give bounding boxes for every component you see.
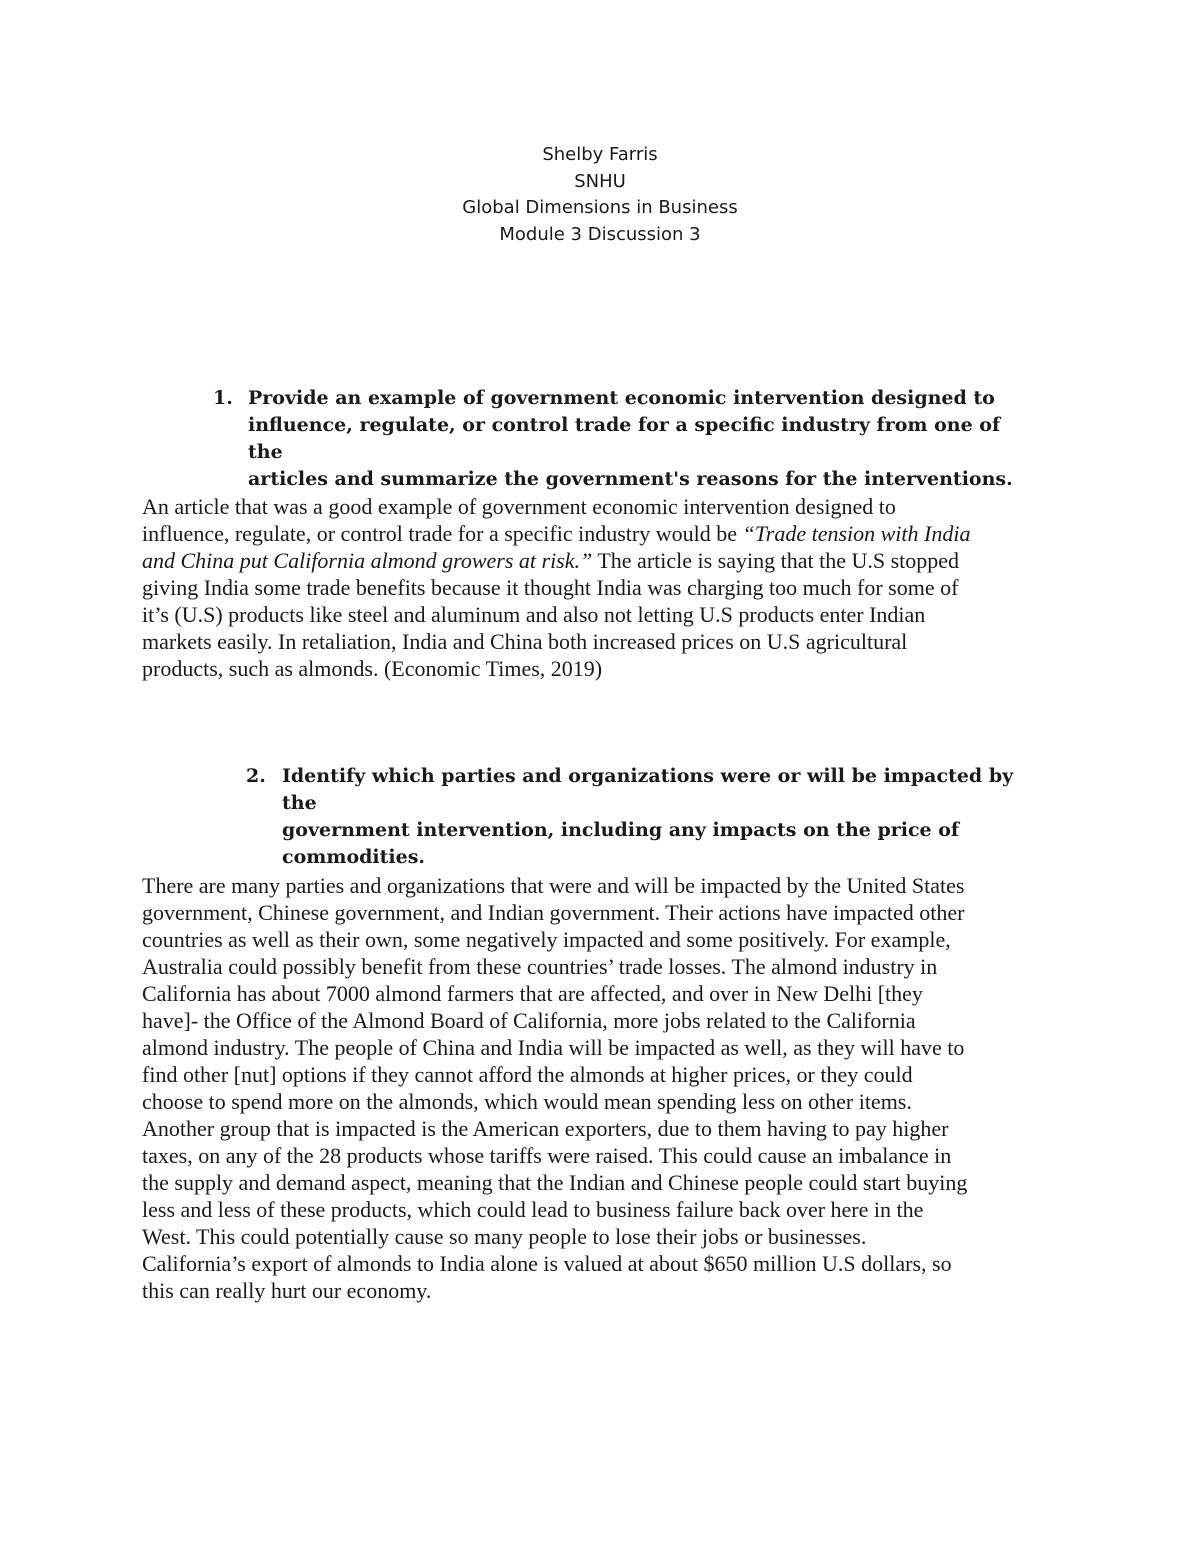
answer-2-line: government, Chinese government, and Indian government. Their actions have impacted other bbox=[142, 900, 965, 925]
answer-1-text: The article is saying that the U.S stopped bbox=[592, 548, 960, 573]
answer-1-text: influence, regulate, or control trade for a specific industry would be bbox=[142, 521, 743, 546]
answer-2-line: countries as well as their own, some negatively impacted and some positively. For example, bbox=[142, 927, 951, 952]
answer-2-line: have]- the Office of the Almond Board of California, more jobs related to the California bbox=[142, 1008, 916, 1033]
question-2-line: Identify which parties and organizations were or will be impacted by the bbox=[282, 765, 1014, 814]
question-1-line: articles and summarize the government's reasons for the interventions. bbox=[248, 468, 1013, 490]
answer-2-line: Another group that is impacted is the American exporters, due to them having to pay higher bbox=[142, 1116, 949, 1141]
answer-2-line: Australia could possibly benefit from these countries’ trade losses. The almond industry in bbox=[142, 954, 938, 979]
question-2-line: government intervention, including any impacts on the price of bbox=[282, 819, 960, 841]
answer-1-paragraph bbox=[142, 493, 1067, 682]
answer-2-line: taxes, on any of the 28 products whose tariffs were raised. This could cause an imbalance in bbox=[142, 1143, 952, 1168]
question-1-line: influence, regulate, or control trade for a specific industry from one of the bbox=[248, 414, 1001, 463]
answer-2-line: almond industry. The people of China and India will be impacted as well, as they will have to bbox=[142, 1035, 965, 1060]
question-2 bbox=[246, 763, 1046, 871]
answer-1-line: An article that was a good example of government economic intervention designed to bbox=[142, 494, 896, 519]
document-header bbox=[0, 142, 1200, 248]
answer-2-paragraph bbox=[142, 872, 1067, 1304]
question-2-line: commodities. bbox=[282, 846, 426, 868]
answer-1-line: products, such as almonds. (Economic Times, 2019) bbox=[142, 656, 603, 681]
answer-2-line: the supply and demand aspect, meaning that the Indian and Chinese people could start buying bbox=[142, 1170, 968, 1195]
answer-2-line: West. This could potentially cause so many people to lose their jobs or businesses. bbox=[142, 1224, 867, 1249]
course-title: Global Dimensions in Business bbox=[462, 197, 738, 218]
question-1-line: Provide an example of government economic intervention designed to bbox=[248, 387, 995, 409]
answer-1-line: it’s (U.S) products like steel and aluminum and also not letting U.S products enter Indian bbox=[142, 602, 926, 627]
school-name: SNHU bbox=[574, 170, 626, 192]
answer-2-line: this can really hurt our economy. bbox=[142, 1278, 432, 1303]
author-name: Shelby Farris bbox=[542, 144, 658, 165]
article-title-part-1: “Trade tension with India bbox=[742, 521, 971, 546]
answer-1-line bbox=[142, 520, 1067, 547]
answer-2-line: California has about 7000 almond farmers that are affected, and over in New Delhi [they bbox=[142, 981, 923, 1006]
answer-2-line: choose to spend more on the almonds, which would mean spending less on other items. bbox=[142, 1089, 912, 1114]
answer-2-line: find other [nut] options if they cannot afford the almonds at higher prices, or they could bbox=[142, 1062, 913, 1087]
assignment-title: Module 3 Discussion 3 bbox=[499, 223, 701, 245]
question-2-number: 2. bbox=[246, 765, 266, 787]
answer-2-line: There are many parties and organizations that were and will be impacted by the United States bbox=[142, 873, 965, 898]
question-1 bbox=[213, 385, 1033, 493]
article-title-part-2: and China put California almond growers at risk.” bbox=[142, 548, 593, 573]
answer-1-line: giving India some trade benefits because it thought India was charging too much for some of bbox=[142, 575, 959, 600]
answer-1-line bbox=[142, 547, 1067, 574]
answer-2-line: California’s export of almonds to India alone is valued at about $650 million U.S dollars, so bbox=[142, 1251, 952, 1276]
question-1-number: 1. bbox=[213, 387, 233, 409]
answer-2-line: less and less of these products, which could lead to business failure back over here in the bbox=[142, 1197, 924, 1222]
answer-1-line: markets easily. In retaliation, India and China both increased prices on U.S agricultural bbox=[142, 629, 908, 654]
